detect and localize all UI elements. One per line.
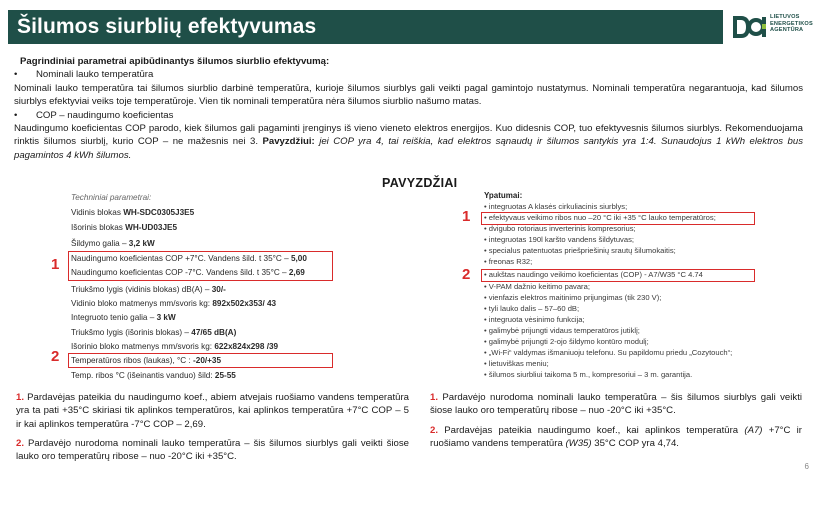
spec-row: Vidinio bloko matmenys mm/svoris kg: 892x502x353/ 43 (71, 299, 277, 308)
feature-item: • galimybė prijungti vidaus temperatūros jutiklį; (484, 326, 640, 335)
feature-item: • integruotas 190l karšto vandens šildytuvas; (484, 235, 634, 244)
marker-1-right: 1 (462, 208, 471, 225)
temp-range-highlight-box (68, 353, 333, 368)
spec-row: Triukšmo lygis (vidinis blokas) dB(A) – 30/- (71, 285, 226, 294)
bullet-cop: • COP – naudingumo koeficientas (14, 109, 174, 121)
spec-row: Vidinis blokas WH-SDC0305J3E5 (71, 208, 195, 217)
notes-left (16, 391, 409, 469)
bullet-dot-icon: • (14, 109, 18, 121)
temp-range-highlight-box (481, 212, 755, 225)
page-number: 6 (804, 462, 809, 471)
spec-row: Temperatūros ribos (laukas), °C : -20/+35 (71, 356, 222, 365)
spec-row: Išorinis blokas WH-UD03JE5 (71, 223, 178, 232)
feature-item: • tyli lauko dalis – 57–60 dB; (484, 304, 580, 313)
notes-right (430, 391, 802, 456)
agency-logo (733, 12, 811, 42)
bullet-nominal-temp: • Nominali lauko temperatūra (14, 69, 154, 81)
spec-row: Temp. ribos °C (išeinantis vanduo) šild: 25-55 (71, 371, 236, 380)
feature-item: • „Wi-Fi“ valdymas išmaniuoju telefonu. Su papildomu priedu „Cozytouch“; (484, 348, 733, 357)
note-right-1: 1. Pardavėjo nurodoma nominali lauko temperatūra – šis šilumos siurblys gali veikti šiose lauko oro temperatūrų ribose – nuo -20°C iki +35°C. (430, 392, 802, 417)
spec-row: Šildymo galia – 3,2 kW (71, 239, 155, 248)
cop-paragraph: Naudingumo koeficientas COP parodo, kiek šilumos gali pagaminti įrenginys iš vieno vieneto elektros energijos. Kuo didesnis COP, tuo efektyvesnis šilumos siurblys. Rekomenduojama rinktis šilumos siurblį, kurio COP – ne mažesnis nei 3. Pavyzdžiui: jei COP yra 4, tai reiškia, kad elektros sąnaudų ir šilumos santykis yra 1:4. Sunaudojus 1 kWh elektros bus pagamintos 4 kWh šilumos. (14, 123, 804, 161)
feature-item: • šilumos siurbliui taikoma 5 m., kompresoriui – 3 m. garantija. (484, 370, 693, 379)
feature-item: • dvigubo rotoriaus inverterinis kompresorius; (484, 224, 636, 233)
feature-item: • efektyvaus veikimo ribos nuo –20 °C iki +35 °C lauko temperatūros; (484, 213, 716, 222)
logo-text: LIETUVOS ENERGETIKOS AGENTŪRA (770, 14, 813, 34)
cop-highlight-box (68, 251, 333, 281)
spec-row: Integruoto tenio galia – 3 kW (71, 313, 176, 322)
note-left-1: 1. Pardavėjas pateikia du naudingumo koef., abiem atvejais ruošiamo vandens temperatūra yra ta pati +35°C skiriasi tik aplinkos temperatūros, kai aplinkos temperatūra +7°C COP – 5 ir kai aplinkos temperatūra -7°C COP – 2,69. (16, 392, 409, 430)
examples-title: PAVYZDŽIAI (382, 176, 458, 190)
spec-row: Techniniai parametrai: (71, 193, 152, 202)
bullet-dot-icon: • (14, 69, 18, 81)
page-title: Šilumos siurblių efektyvumas (17, 15, 317, 38)
nominal-temp-paragraph: Nominali lauko temperatūra tai šilumos siurblio darbinė temperatūra, kurioje šilumos siurblys gali veikti pagal gamintojo nustatymus. Nominali temperatūra negarantuoja, kad šilumos siurblys efektyviai veiks toje temperatūroje. Vien tik nominali temperatūra nėra šilumos siurblio našumo matas. (14, 82, 803, 108)
logo-mark-icon (733, 14, 767, 40)
feature-item: • integruota vėsinimo funkcija; (484, 315, 585, 324)
feature-item: • specialus patentuotas priešpriešinių srautų šilumokaitis; (484, 246, 676, 255)
feature-item: • lietuviškas meniu; (484, 359, 549, 368)
feature-item: • aukštas naudingo veikimo koeficientas (COP) - A7/W35 °C 4.74 (484, 270, 703, 279)
spec-row: Triukšmo lygis (išorinis blokas) – 47/65 dB(A) (71, 328, 237, 337)
marker-2-left: 2 (51, 348, 60, 365)
spec-row: Naudingumo koeficientas COP -7°C. Vandens šild. t 35°C – 2,69 (71, 268, 305, 277)
feature-item: • galimybė prijungti 2-ojo šildymo kontūro modulį; (484, 337, 649, 346)
note-right-2: 2. Pardavėjas pateikia naudingumo koef., kai aplinkos temperatūra (A7) +7°C ir ruošiamo vandens temperatūra (W35) 35°C COP yra 4,74. (430, 424, 802, 449)
intro-heading: Pagrindiniai parametrai apibūdinantys šilumos siurblio efektyvumą: (20, 56, 330, 67)
title-bar (8, 10, 723, 44)
intro-section (14, 55, 803, 162)
marker-2-right: 2 (462, 266, 471, 283)
spec-row: Išorinio bloko matmenys mm/svoris kg: 622x824x298 /39 (71, 342, 279, 351)
features-title: Ypatumai: (484, 191, 523, 200)
spec-row: Naudingumo koeficientas COP +7°C. Vandens šild. t 35°C – 5,00 (71, 254, 307, 263)
cop-highlight-box (481, 269, 755, 282)
features-list (481, 190, 771, 386)
spec-list (67, 192, 347, 384)
feature-item: • vienfazis elektros maitinimo prijungimas (tik 230 V); (484, 293, 662, 302)
feature-item: • V-PAM dažnio keitimo pavara; (484, 282, 590, 291)
note-left-2: 2. Pardavėjo nurodoma nominali lauko temperatūra – šis šilumos siurblys gali veikti šiose lauko oro temperatūrų ribose – nuo -20°C iki +35°C. (16, 437, 409, 463)
marker-1-left: 1 (51, 256, 60, 273)
feature-item: • freonas R32; (484, 257, 533, 266)
feature-item: • integruotas A klasės cirkuliacinis siurblys; (484, 202, 628, 211)
